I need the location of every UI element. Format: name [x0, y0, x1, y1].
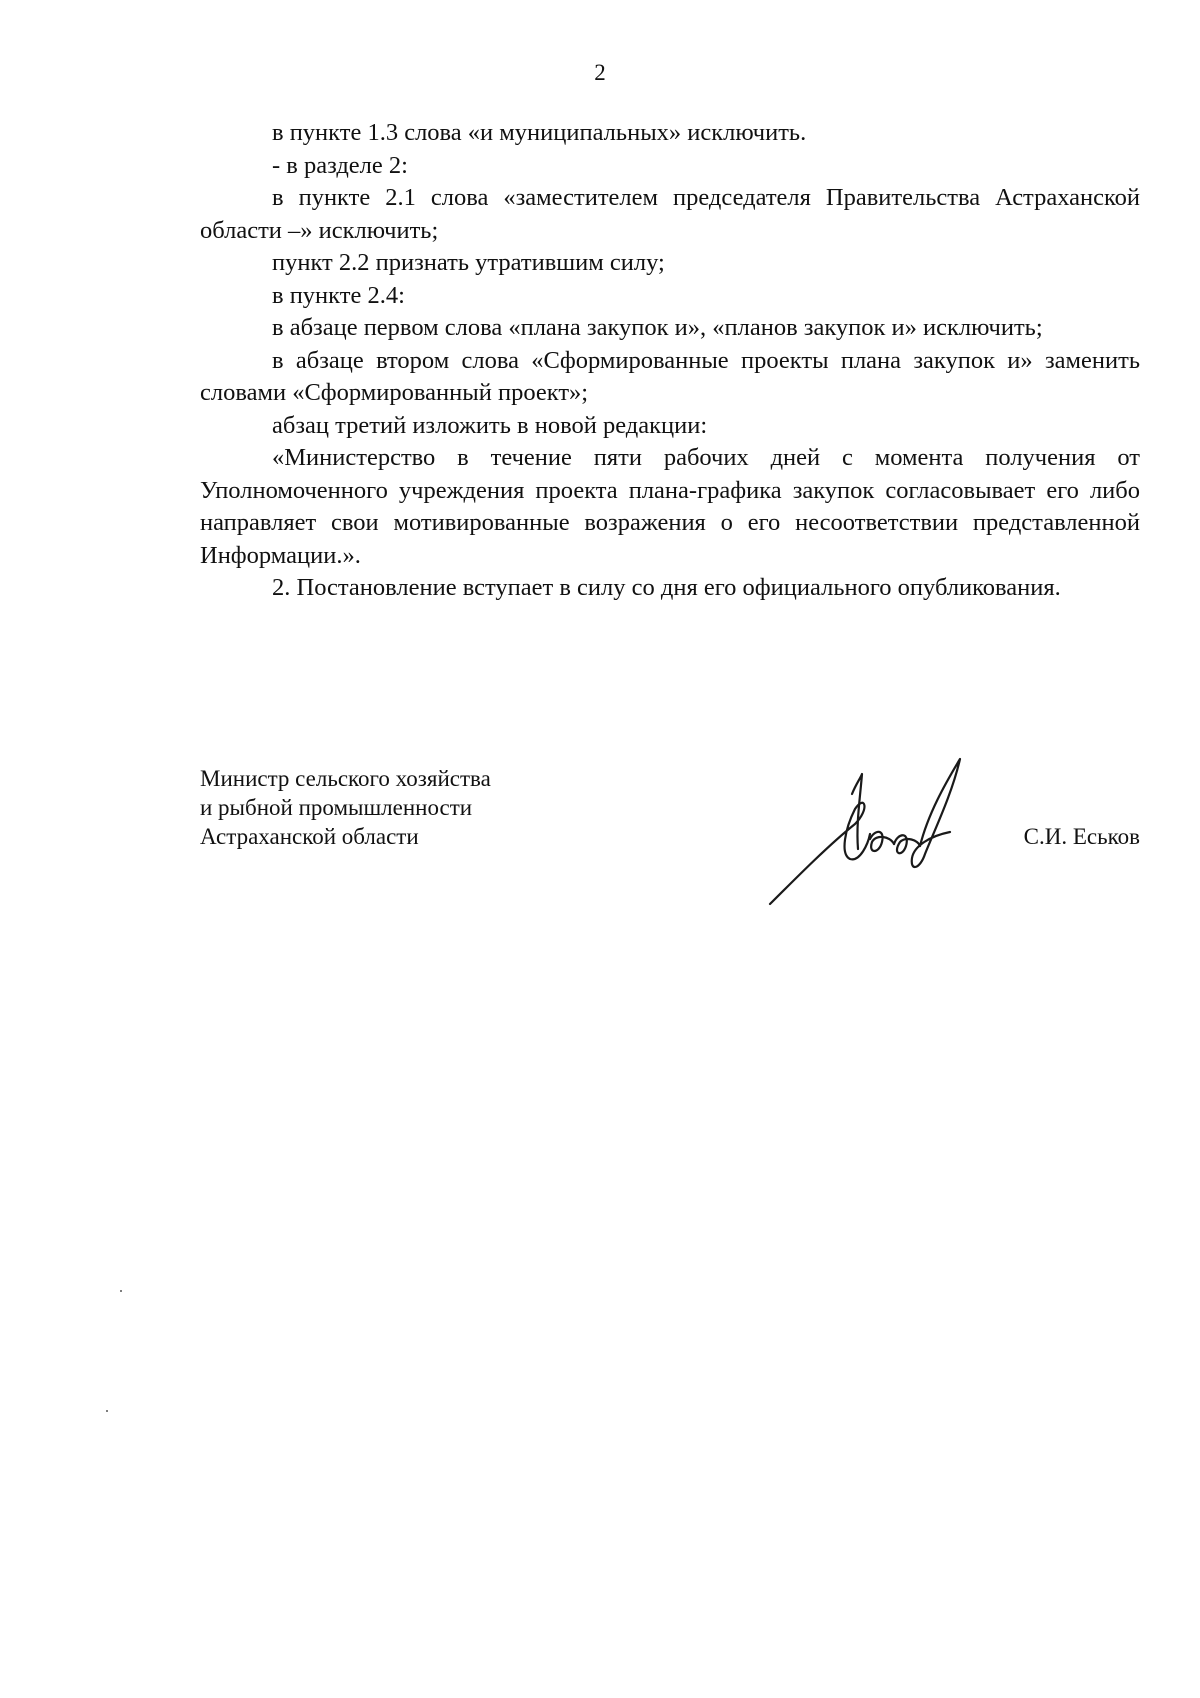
signer-title-line: и рыбной промышленности — [200, 795, 473, 820]
paragraph: в пункте 2.1 слова «заместителем председателя Правительства Астраханской области –» исключить; — [200, 184, 1140, 244]
paragraph: «Министерство в течение пяти рабочих дней с момента получения от Уполномоченного учреждения проекта плана-графика закупок согласовывает его либо направляет свои мотивированные возражения о его несоответствии представленной Информации.». — [200, 444, 1140, 569]
paragraph: в абзаце первом слова «плана закупок и», «планов закупок и» исключить; — [272, 314, 1043, 341]
document-body — [200, 117, 1140, 605]
signature-block — [200, 764, 1140, 914]
signer-title-line: Астраханской области — [200, 824, 419, 849]
scan-speck — [120, 1290, 122, 1292]
page-number: 2 — [594, 60, 606, 85]
scan-speck — [106, 1410, 108, 1412]
signer-name: С.И. Еськов — [1023, 824, 1140, 849]
paragraph: - в разделе 2: — [272, 151, 408, 179]
signer-title — [200, 764, 491, 851]
paragraph: в пункте 1.3 слова «и муниципальных» исключить. — [272, 119, 807, 146]
paragraph: в пункте 2.4: — [272, 281, 405, 309]
signer-title-line: Министр сельского хозяйства — [200, 766, 491, 791]
paragraph: 2. Постановление вступает в силу со дня его официального опубликования. — [272, 574, 1061, 601]
paragraph: абзац третий изложить в новой редакции: — [272, 411, 708, 439]
paragraph: в абзаце втором слова «Сформированные проекты плана закупок и» заменить словами «Сформированный проект»; — [200, 346, 1140, 406]
handwritten-signature — [760, 754, 980, 914]
paragraph: пункт 2.2 признать утратившим силу; — [272, 249, 665, 276]
